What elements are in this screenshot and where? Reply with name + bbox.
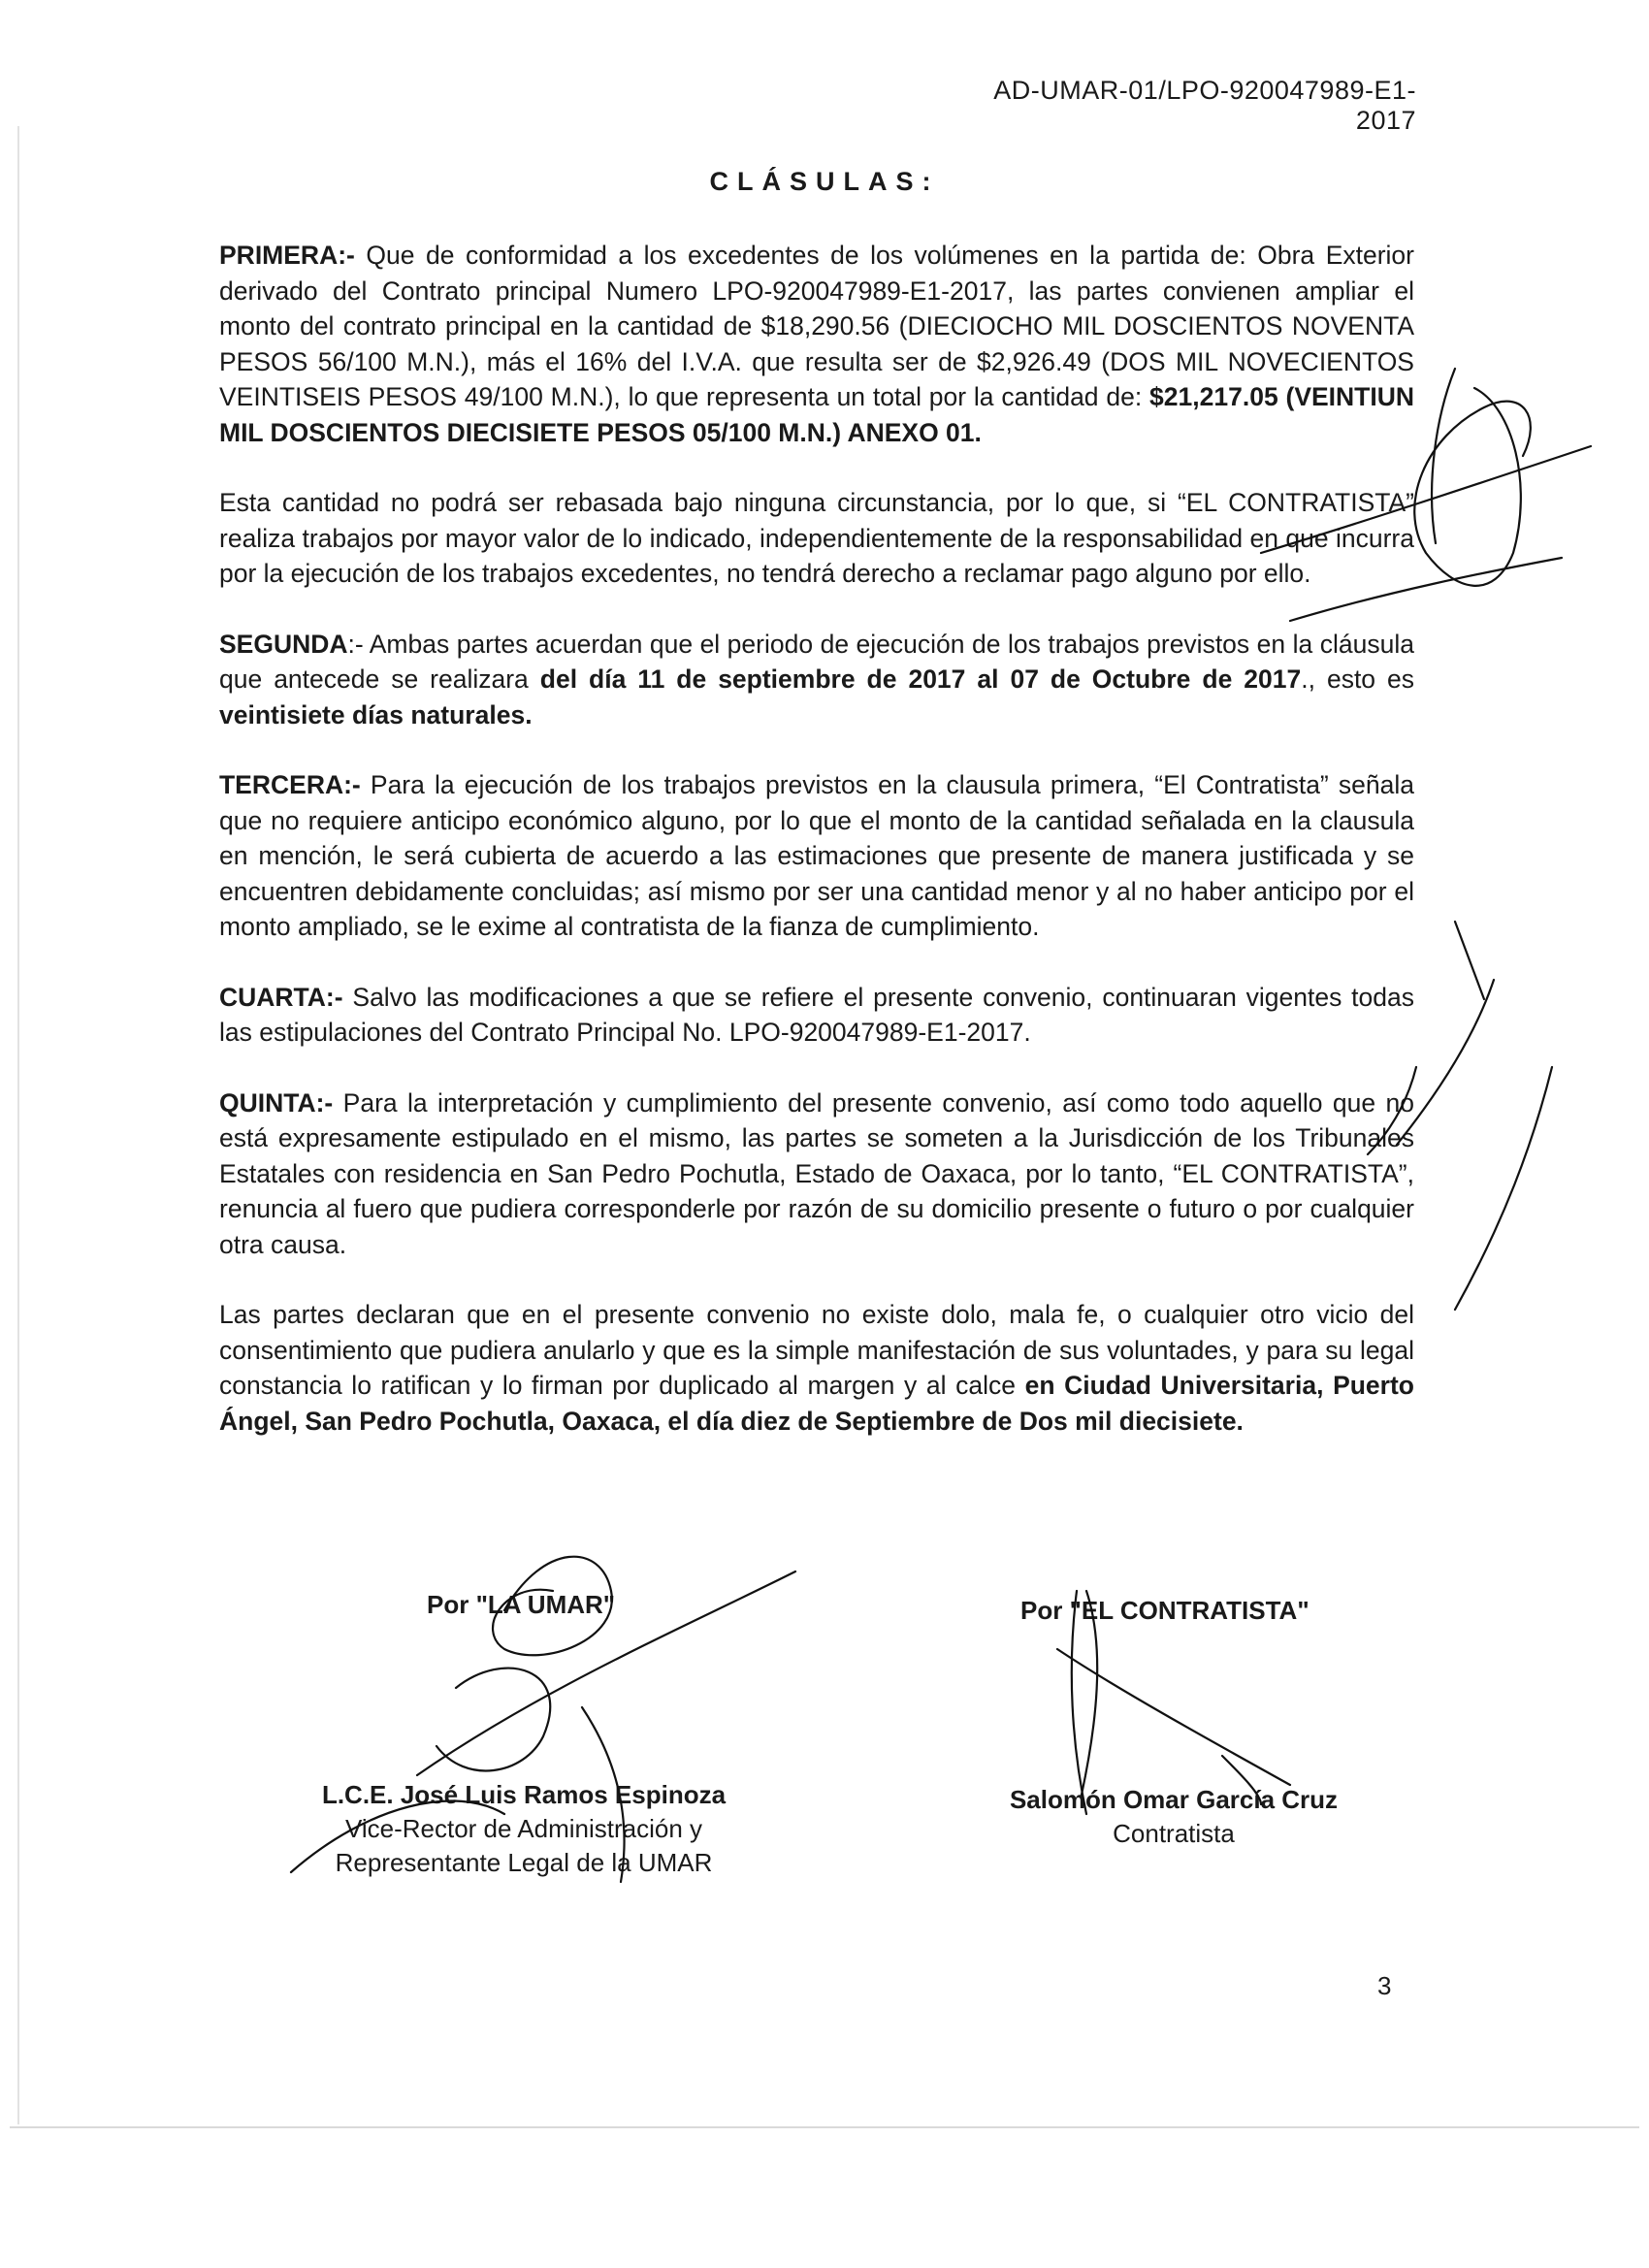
clause-label: CUARTA:- [219, 982, 343, 1012]
signature-por-umar: Por "LA UMAR" [427, 1590, 616, 1619]
clauses-body [219, 238, 1414, 1474]
margin-signature-stroke [1432, 369, 1455, 543]
signature-block-umar [310, 1778, 737, 1880]
clause-primera [219, 238, 1414, 450]
clause-limit-note [219, 485, 1414, 592]
clause-text: Que de conformidad a los excedentes de los volúmenes en la partida de: Obra Exterior derivado del Contrato principal Numero LPO-920047989-E1-2017, las partes convienen ampliar el monto del contrato principal en la cantidad de $18,290.56 (DIECIOCHO MIL DOSCIENTOS NOVENTA PESOS 56/100 M.N.), más el 16% del I.V.A. que resulta ser de $2,926.49 (DOS MIL NOVECIENTOS VEINTISEIS PESOS 49/100 M.N.), lo que representa un total por la cantidad de: [219, 241, 1414, 411]
signer-role: Contratista [1113, 1819, 1235, 1848]
clause-text: Salvo las modificaciones a que se refiere el presente convenio, continuaran vigentes todas las estipulaciones del Contrato Principal No. LPO-920047989-E1-2017. [219, 982, 1414, 1047]
page-number: 3 [1377, 1971, 1392, 2000]
clause-cuarta [219, 980, 1414, 1051]
signature-block-contratista [970, 1783, 1377, 1851]
clauses-title: CLÁSULAS: [709, 167, 940, 196]
signer-role: Representante Legal de la UMAR [335, 1848, 713, 1877]
clause-place-date: en Ciudad Universitaria, Puerto Ángel, San Pedro Pochutla, Oaxaca, el día diez de Septiembre de Dos mil diecisiete. [219, 1371, 1414, 1436]
clause-tercera [219, 767, 1414, 945]
signer-name: Salomón Omar García Cruz [1009, 1785, 1339, 1814]
clause-text: Para la ejecución de los trabajos previstos en la clausula primera, “El Contratista” señala que no requiere anticipo económico alguno, por lo que el monto de la cantidad señalada en la clausula en mención, le será cubierta de acuerdo a las estimaciones que presente de manera justificada y se encuentren debidamente concluidas; así mismo por ser una cantidad menor y al no haber anticipo por el monto ampliado, se le exime al contratista de la fianza de cumplimiento. [219, 770, 1414, 941]
clause-text: :- Ambas partes acuerdan que el periodo de ejecución de los trabajos previstos en la cláusula que antecede se realizara [219, 629, 1414, 694]
clause-quinta [219, 1085, 1414, 1263]
clause-segunda [219, 627, 1414, 733]
scan-bottom-edge [10, 2126, 1639, 2128]
clause-label: PRIMERA:- [219, 241, 355, 270]
clause-period: del día 11 de septiembre de 2017 al 07 de Octubre de 2017 [539, 664, 1302, 694]
clause-total-amount: $21,217.05 (VEINTIUN MIL DOSCIENTOS DIECISIETE PESOS 05/100 M.N.) ANEXO 01. [219, 382, 1414, 447]
margin-signature-loop [1414, 388, 1531, 586]
clause-label: TERCERA:- [219, 770, 361, 799]
signer-role: Vice-Rector de Administración y [344, 1814, 702, 1843]
clause-text: ., esto es [1301, 664, 1415, 694]
clause-label: SEGUNDA [219, 629, 348, 659]
document-code: AD-UMAR-01/LPO-920047989-E1-2017 [993, 76, 1416, 135]
clause-text: Esta cantidad no podrá ser rebasada bajo ninguna circunstancia, por lo que, si “EL CONTRATISTA” realiza trabajos por mayor valor de lo indicado, independientemente de la responsabilidad en que incurra por la ejecución de los trabajos excedentes, no tendrá derecho a reclamar pago alguno por ello. [219, 488, 1414, 588]
margin-mark [1455, 922, 1484, 999]
clause-text: Para la interpretación y cumplimiento del presente convenio, así como todo aquello que no está expresamente estipulado en el mismo, las partes se someten a la Jurisdicción de los Tribunales Estatales con residencia en San Pedro Pochutla, Estado de Oaxaca, por lo tanto, “EL CONTRATISTA”, renuncia al fuero que pudiera corresponderle por razón de su domicilio presente o futuro o por cualquier otra causa. [219, 1087, 1414, 1259]
clause-closing [219, 1297, 1414, 1439]
right-signature [1057, 1649, 1290, 1785]
margin-mark [1455, 1067, 1552, 1310]
left-signature [436, 1669, 550, 1771]
clause-label: QUINTA:- [219, 1087, 334, 1118]
signature-por-contratista: Por "EL CONTRATISTA" [1020, 1596, 1310, 1625]
scan-edge-shadow [17, 126, 19, 2124]
clause-duration: veintisiete días naturales. [219, 699, 533, 729]
clause-text: Las partes declaran que en el presente convenio no existe dolo, mala fe, o cualquier otro vicio del consentimiento que pudiera anularlo y que es la simple manifestación de sus voluntades, y para su legal constancia lo ratifican y lo firman por duplicado al margen y al calce [219, 1300, 1414, 1400]
signer-name: L.C.E. José Luis Ramos Espinoza [321, 1780, 727, 1809]
